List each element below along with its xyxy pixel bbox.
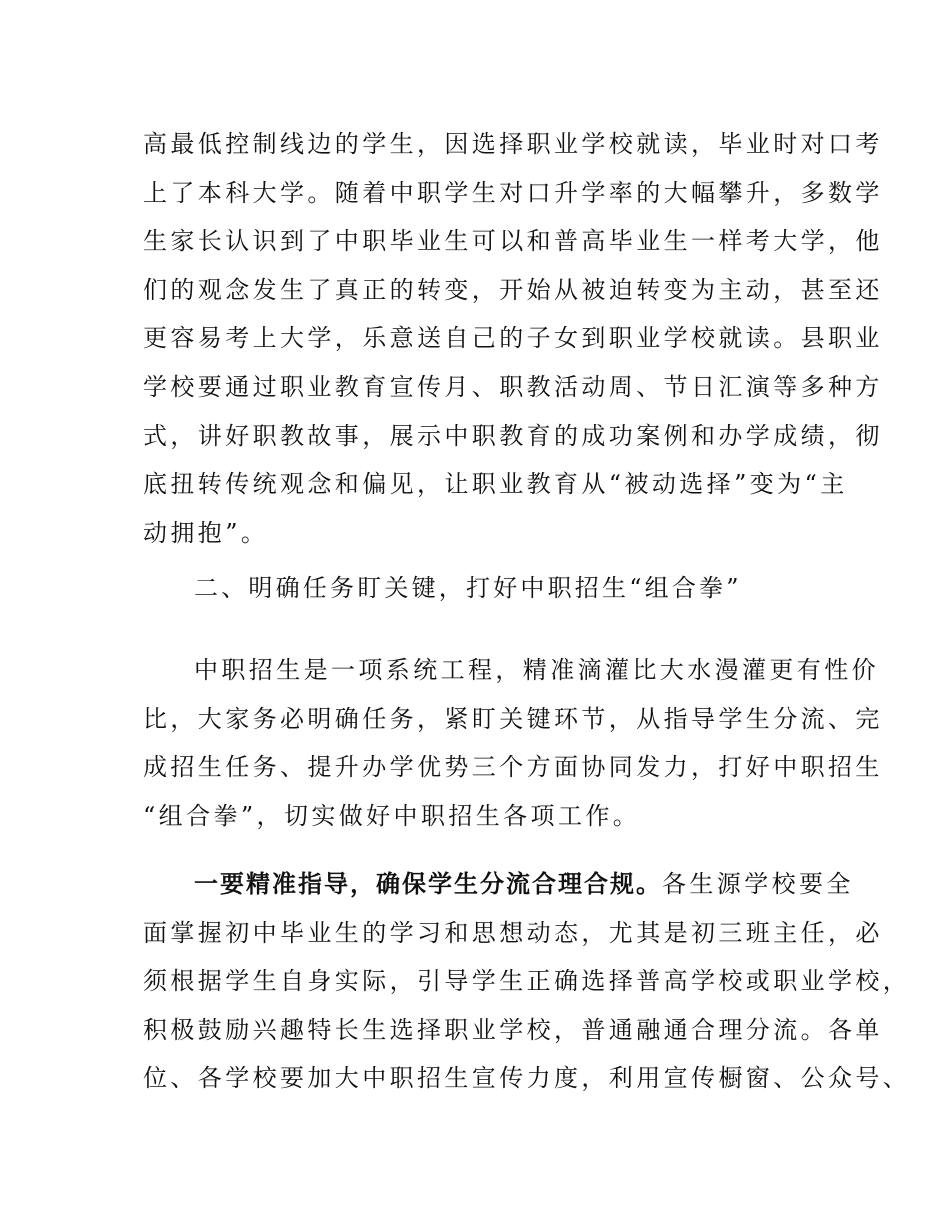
text-line: 位、各学校要加大中职招生宣传力度，利用宣传橱窗、公众号、 (143, 1064, 911, 1093)
text-line: 高最低控制线边的学生，因选择职业学校就读，毕业时对口考 (143, 130, 883, 158)
paragraph-1 (143, 120, 883, 557)
text-line: 学校要通过职业教育宣传月、职教活动周、节日汇演等多种方 (143, 372, 883, 401)
text-line: “组合拳”，切实做好中职招生各项工作。 (143, 801, 641, 830)
section-heading-block (143, 564, 823, 613)
first-line-rest: 各生源学校要全 (662, 870, 854, 898)
bold-lead: 一要精准指导，确保学生分流合理合规。 (194, 870, 662, 898)
paragraph-2 (143, 646, 883, 840)
text-line: 更容易考上大学，乐意送自己的子女到职业学校就读。县职业 (143, 324, 883, 353)
text-line: 中职招生是一项系统工程，精准滴灌比大水漫灌更有性价 (194, 656, 879, 684)
text-line: 式，讲好职教故事，展示中职教育的成功案例和办学成绩，彻 (143, 421, 883, 450)
text-line: 比，大家务必明确任务，紧盯关键环节，从指导学生分流、完 (143, 704, 883, 733)
section-heading: 二、明确任务盯关键，打好中职招生“组合拳” (194, 574, 742, 602)
text-line: 积极鼓励兴趣特长生选择职业学校，普通融通合理分流。各单 (143, 1015, 883, 1044)
text-line (143, 860, 854, 909)
text-line: 上了本科大学。随着中职学生对口升学率的大幅攀升，多数学 (143, 178, 883, 207)
text-line: 动拥抱”。 (143, 518, 269, 547)
text-line: 们的观念发生了真正的转变，开始从被迫转变为主动，甚至还 (143, 275, 883, 304)
paragraph-3 (143, 860, 911, 1103)
text-line: 成招生任务、提升办学优势三个方面协同发力，打好中职招生 (143, 753, 883, 782)
text-line: 底扭转传统观念和偏见，让职业教育从“被动选择”变为“主 (143, 470, 848, 499)
text-line: 面掌握初中毕业生的学习和思想动态，尤其是初三班主任，必 (143, 918, 883, 947)
text-line: 须根据学生自身实际，引导学生正确选择普高学校或职业学校， (143, 967, 911, 996)
text-line: 生家长认识到了中职毕业生可以和普高毕业生一样考大学，他 (143, 227, 883, 256)
